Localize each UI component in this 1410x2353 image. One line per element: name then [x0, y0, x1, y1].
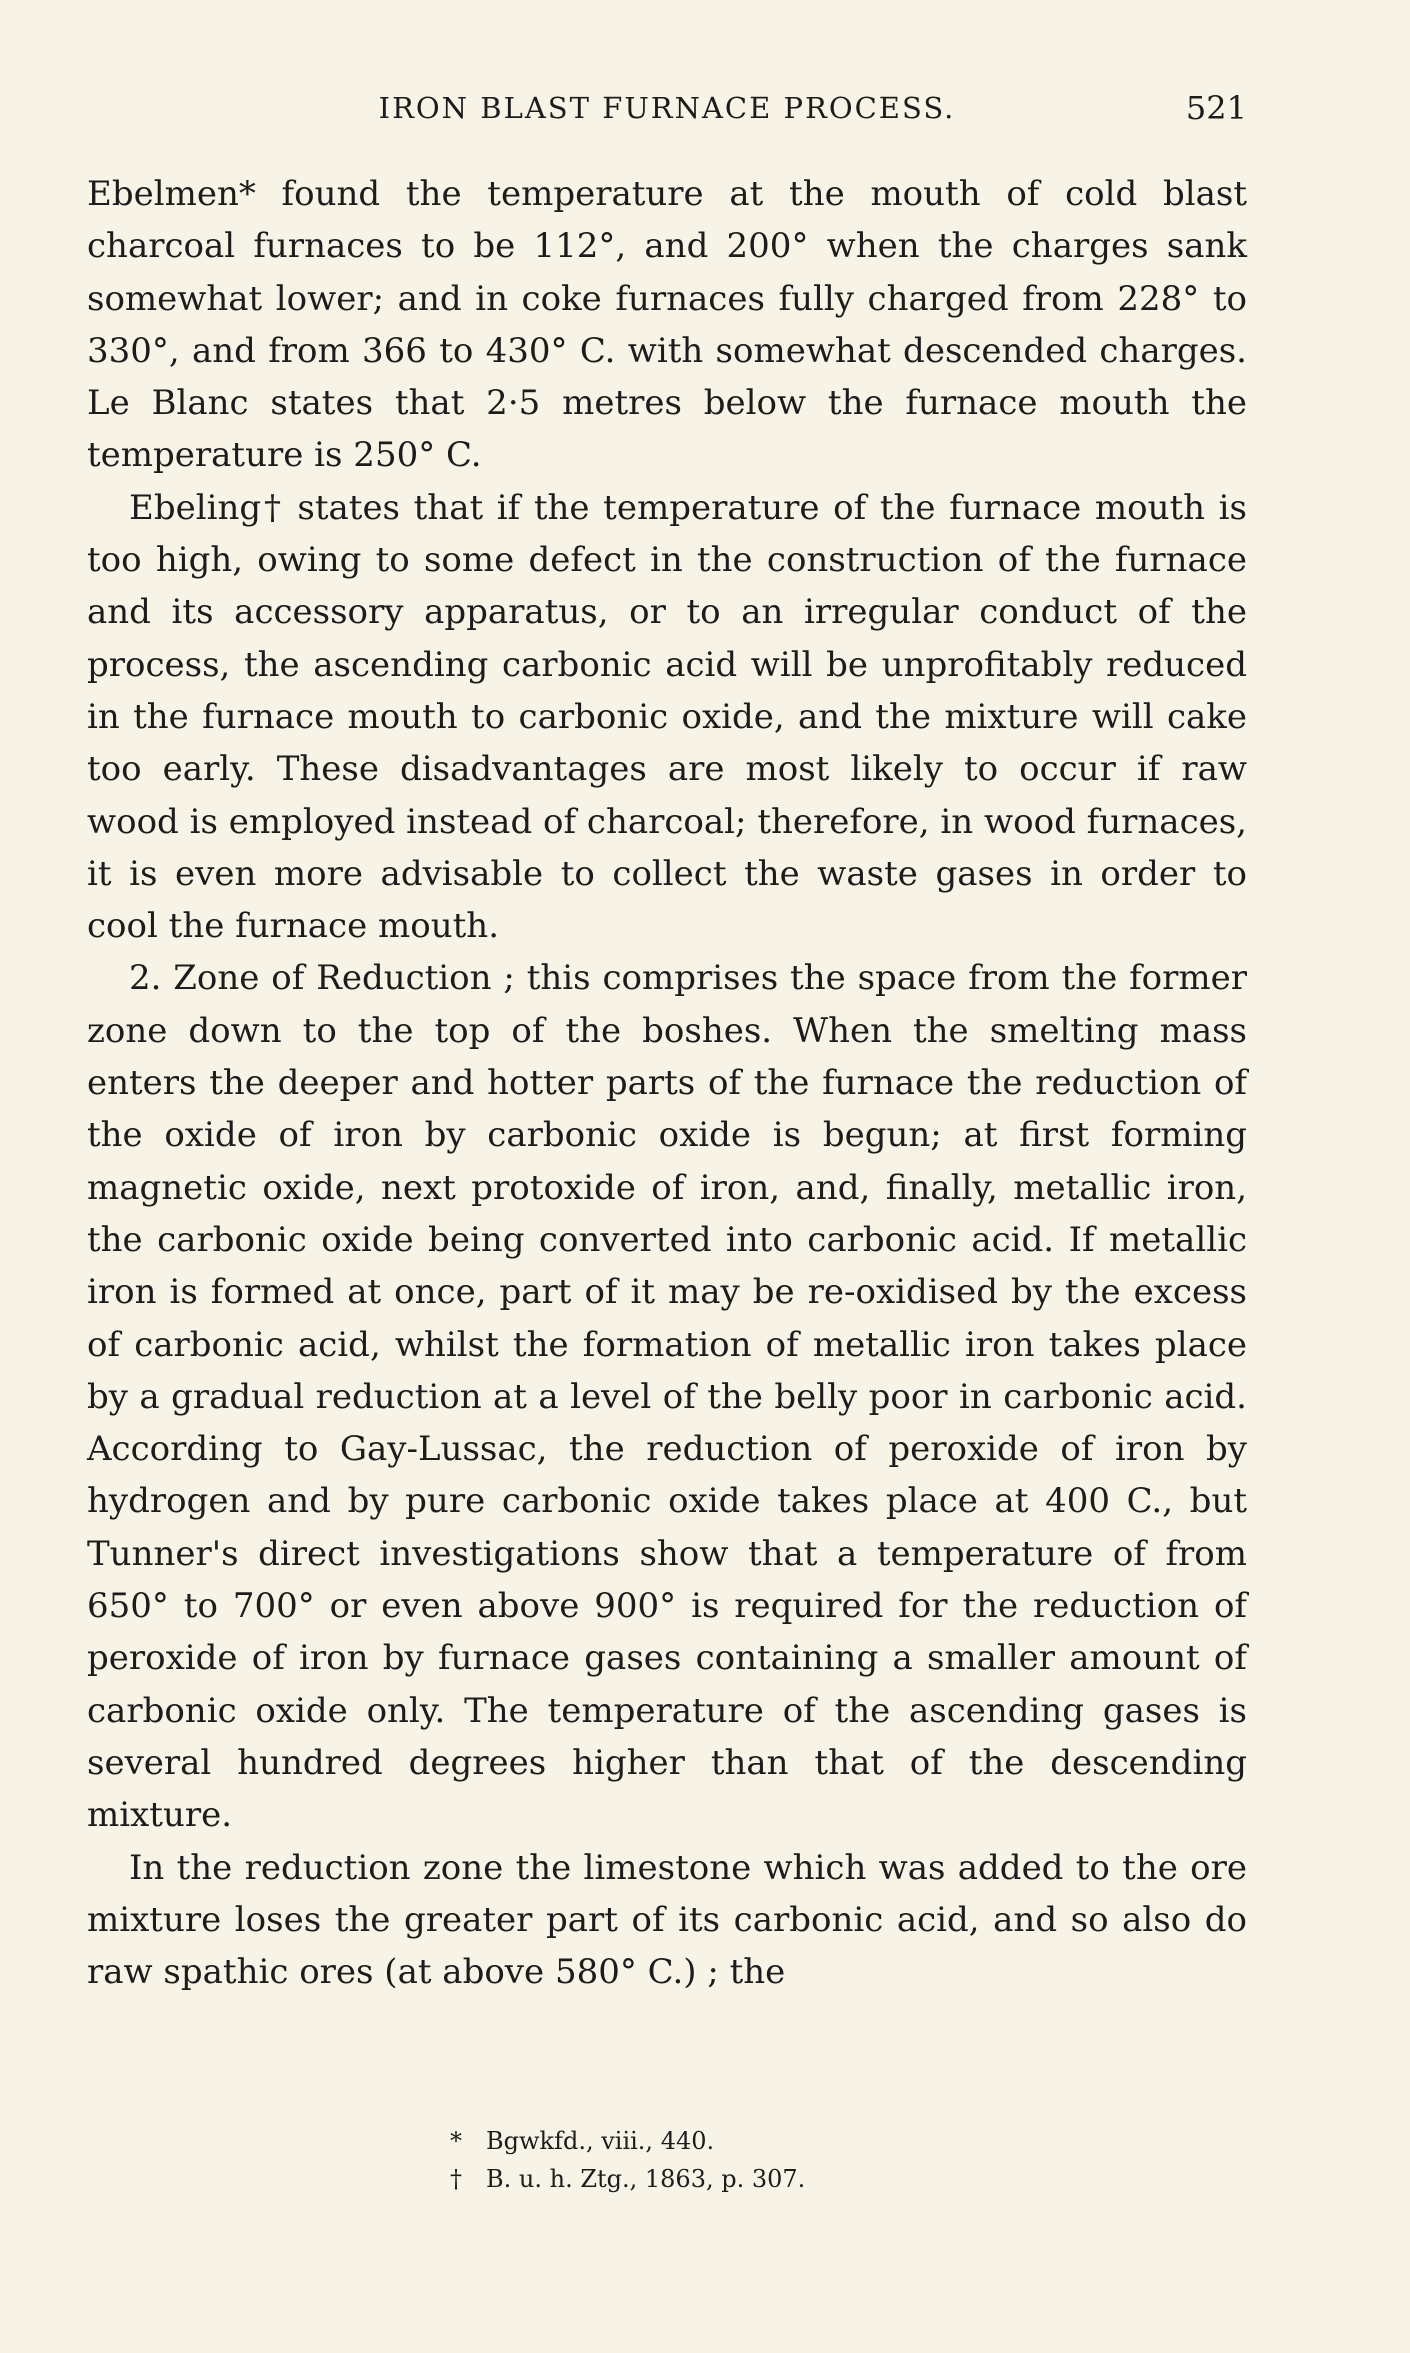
paragraph-ebeling: Ebeling† states that if the temperature of the furnace mouth is too high, owing to some defect in the construction of the furnace and its accessory apparatus, or to an irregular conduct of the process, the ascending carbonic acid will be unprofitably reduced in the furnace mouth to carbonic oxide, and the mixture will cake too early. These disadvantages are most likely to occur if raw wood is employed instead of charcoal; therefore, in wood furnaces, it is even more advisable to collect the waste gases in order to cool the furnace mouth. — [87, 487, 1247, 947]
footnotes — [450, 2122, 1050, 2198]
paragraph-ebelmen: Ebelmen* found the temperature at the mouth of cold blast charcoal furnaces to be 112°, and 200° when the charges sank somewhat lower; and in coke furnaces fully charged from 228° to 330°, and from 366 to 430° C. with somewhat descended charges. Le Blanc states that 2·5 metres below the furnace mouth the temperature is 250° C. — [87, 174, 1247, 476]
footnote-2 — [450, 2160, 1050, 2198]
paragraph-reduction-zone-limestone: In the reduction zone the limestone which was added to the ore mixture loses the greater part of its carbonic acid, and so also do raw spathic ores (at above 580° C.) ; the — [87, 1847, 1247, 1993]
body-text — [87, 168, 1247, 1998]
footnote-text: B. u. h. Ztg., 1863, p. 307. — [486, 2165, 806, 2193]
paragraph-zone-of-reduction: 2. Zone of Reduction ; this comprises the space from the former zone down to the top of the boshes. When the smelting mass enters the deeper and hotter parts of the furnace the reduction of the oxide of iron by carbonic oxide is begun; at first forming magnetic oxide, next protoxide of iron, and, finally, metallic iron, the carbonic oxide being converted into carbonic acid. If metallic iron is formed at once, part of it may be re-oxidised by the excess of carbonic acid, whilst the formation of metallic iron takes place by a gradual reduction at a level of the belly poor in carbonic acid. According to Gay-Lussac, the reduction of peroxide of iron by hydrogen and by pure carbonic oxide takes place at 400 C., but Tunner's direct investigations show that a temperature of from 650° to 700° or even above 900° is required for the reduction of peroxide of iron by furnace gases containing a smaller amount of carbonic oxide only. The temperature of the ascending gases is several hundred degrees higher than that of the descending mixture. — [87, 958, 1247, 1836]
footnote-mark: * — [450, 2127, 462, 2155]
running-head — [87, 88, 1247, 128]
running-head-title: IRON BLAST FURNACE PROCESS. — [378, 91, 956, 125]
footnote-mark: † — [450, 2165, 462, 2193]
footnote-text: Bgwkfd., viii., 440. — [486, 2127, 715, 2155]
footnote-1 — [450, 2122, 1050, 2160]
page-number: 521 — [1185, 89, 1247, 127]
